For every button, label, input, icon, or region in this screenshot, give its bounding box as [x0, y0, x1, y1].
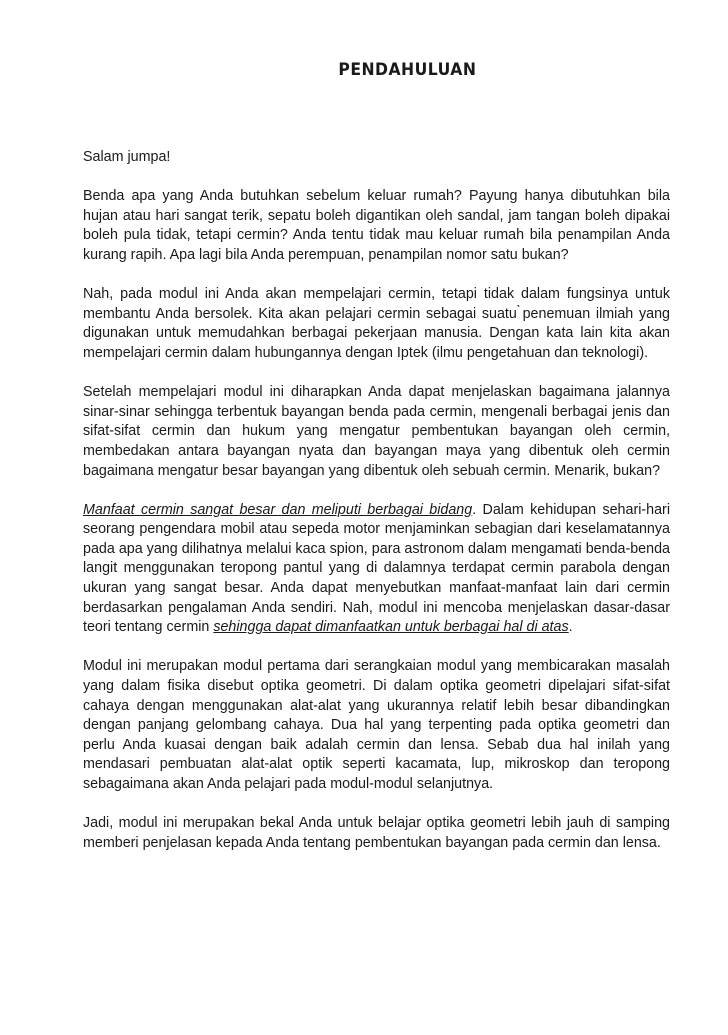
paragraph-module-purpose: Nah, pada modul ini Anda akan mempelajari cermin, tetapi tidak dalam fungsinya untuk membantu Anda bersolek. Kita akan pelajari cermin sebagai suatu ̀penemuan ilmiah yang digunakan untuk memudahkan berbagai pekerjaan manusia. Dengan kata lain kita akan mempelajari cermin dalam hubungannya dengan Iptek (ilmu pengetahuan dan teknologi).	[83, 286, 670, 361]
paragraph-benefits-text: . Dalam kehidupan sehari-hari seorang pengendara mobil atau sepeda motor menjaminkan sebagian dari keselamatannya pada apa yang dilihatnya melalui kaca spion, para astronom dalam mengamati benda-benda langit menggunakan teropong pantul yang di dalamnya terdapat cermin parabola dengan ukuran yang sangat besar. Anda dapat menyebutkan manfaat-manfaat lain dari cermin berdasarkan pengalaman Anda sendiri. Nah, modul ini mencoba menjelaskan dasar-dasar teori tentang cermin	[83, 501, 670, 636]
page-title: PENDAHULUAN	[338, 60, 477, 80]
paragraph-conclusion: Jadi, modul ini merupakan bekal Anda untuk belajar optika geometri lebih jauh di samping memberi penjelasan kepada Anda tentang pembentukan bayangan pada cermin dan lensa.	[83, 815, 670, 851]
paragraph-benefits-end: .	[568, 619, 573, 636]
paragraph-geometric-optics: Modul ini merupakan modul pertama dari serangkaian modul yang membicarakan masalah yang dalam fisika disebut optika geometri. Di dalam optika geometri dipelajari sifat-sifat cahaya dengan menggunakan alat-alat yang ukurannya relatif lebih besar dibandingkan dengan panjang gelombang cahaya. Dua hal yang terpenting pada optika geometri dan perlu Anda kuasai dengan baik adalah cermin dan lensa. Sebab dua hal inilah yang mendasari pembuatan alat-alat optik seperti kacamata, lup, mikroskop dan teropong sebagaimana akan Anda pelajari pada modul-modul selanjutnya.	[83, 658, 670, 792]
document-body	[83, 148, 670, 873]
paragraph-learning-goals: Setelah mempelajari modul ini diharapkan Anda dapat menjelaskan bagaimana jalannya sinar-sinar sehingga terbentuk bayangan benda pada cermin, mengenali berbagai jenis dan sifat-sifat cermin dan hukum yang mengatur pembentukan bayangan oleh cermin, membedakan antara bayangan nyata dan bayangan maya yang dibentuk oleh cermin bagaimana mengatur besar bayangan yang dibentuk oleh sebuah cermin. Menarik, bukan?	[83, 384, 670, 479]
paragraph-mirror-benefits	[83, 501, 670, 638]
paragraph-intro: Benda apa yang Anda butuhkan sebelum keluar rumah? Payung hanya dibutuhkan bila hujan atau hari sangat terik, sepatu boleh digantikan oleh sandal, jam tangan boleh dipakai boleh pula tidak, tetapi cermin? Anda tentu tidak mau keluar rumah bila penampilan Anda kurang rapih. Apa lagi bila Anda perempuan, penampilan nomor satu bukan?	[83, 188, 670, 263]
greeting-paragraph: Salam jumpa!	[83, 149, 171, 165]
underlined-phrase-benefits: Manfaat cermin sangat besar dan meliputi berbagai bidang	[83, 501, 473, 518]
underlined-phrase-usage: sehingga dapat dimanfaatkan untuk berbagai hal di atas	[213, 619, 569, 636]
